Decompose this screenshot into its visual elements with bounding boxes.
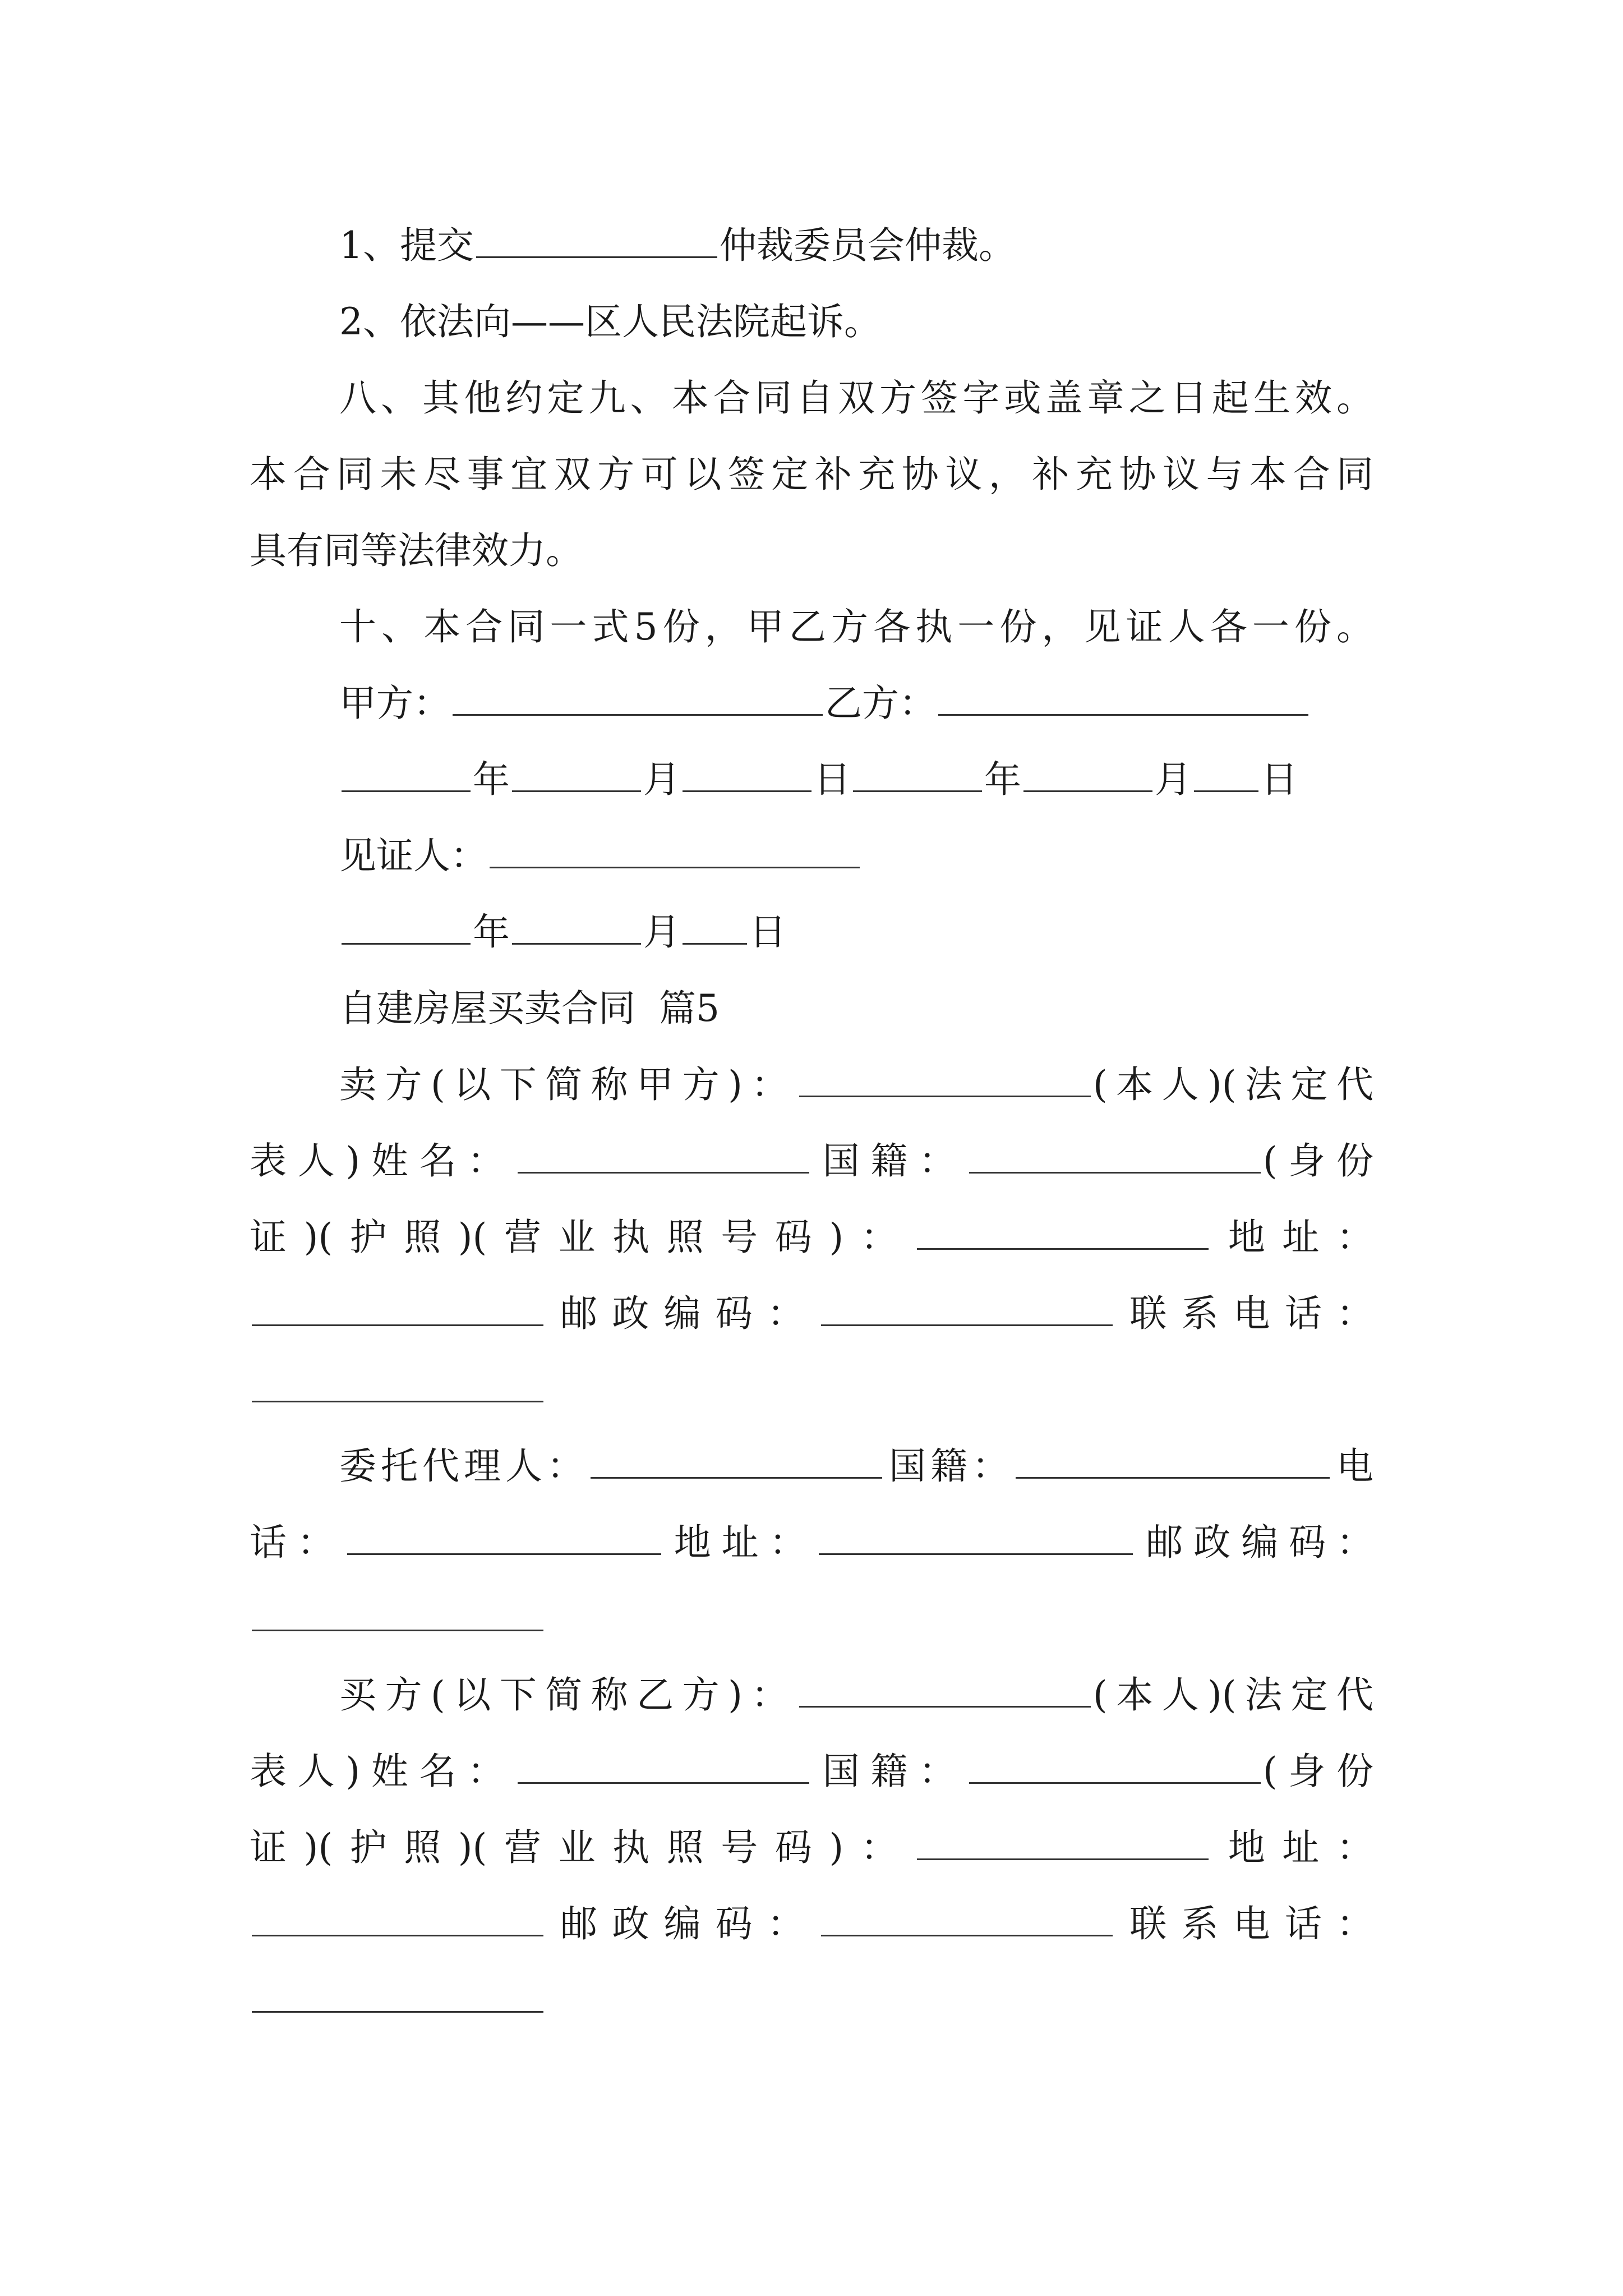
- clause-court: [250, 284, 1373, 360]
- party-b-blank[interactable]: [938, 682, 1308, 716]
- witness-day-blank[interactable]: [683, 910, 747, 945]
- seller-id-number-blank[interactable]: [917, 1216, 1209, 1250]
- agent-line-3: [250, 1581, 1373, 1657]
- buyer-id-number-blank[interactable]: [917, 1826, 1209, 1860]
- agent-postcode-blank[interactable]: [252, 1597, 543, 1631]
- agent-address-blank[interactable]: [819, 1521, 1133, 1555]
- clause-8-line-2: 本合同未尽事宜双方可以签定补充协议，补充协议与本合同: [250, 453, 1373, 496]
- agent-nationality-blank[interactable]: [1016, 1444, 1330, 1479]
- seller-phone-blank[interactable]: [252, 1368, 543, 1402]
- clause-8-line-3: 具有同等法律效力。: [250, 529, 583, 572]
- witness-date: 年 月 日: [250, 894, 1373, 970]
- agent-line-1: 委托代理人： 国籍： 电: [339, 1444, 1373, 1488]
- seller-postcode-blank[interactable]: [821, 1292, 1113, 1326]
- party-b-label: 乙方：: [825, 682, 936, 725]
- buyer-line-1: 买方(以下简称乙方)： (本人)(法定代: [339, 1673, 1374, 1717]
- party-a-day-blank[interactable]: [683, 758, 811, 792]
- seller-line-2: 表人)姓名： 国籍： (身份: [250, 1139, 1374, 1182]
- party-a-year-blank[interactable]: [342, 758, 471, 792]
- clause-arbitration-prefix: 1、提交: [339, 224, 474, 267]
- buyer-address-blank[interactable]: [252, 1902, 543, 1936]
- witness-year-blank[interactable]: [342, 910, 471, 945]
- contract-5-title: 自建房屋买卖合同 篇5: [339, 987, 720, 1030]
- buyer-line-5: [250, 1962, 1373, 2039]
- clause-10: 十、本合同一式5份，甲乙方各执一份，见证人各一份。: [339, 605, 1373, 648]
- party-b-day-blank[interactable]: [1194, 758, 1258, 792]
- arbitration-commission-blank[interactable]: [476, 224, 717, 258]
- witness-blank[interactable]: [490, 834, 860, 868]
- buyer-rep-name-blank[interactable]: [518, 1750, 809, 1784]
- seller-line-4: 邮政编码： 联系电话：: [250, 1276, 1373, 1352]
- buyer-line-3: 证)(护照)(营业执照号码)： 地址：: [250, 1826, 1373, 1869]
- witness-month-blank[interactable]: [512, 910, 641, 945]
- seller-name-blank[interactable]: [799, 1063, 1091, 1097]
- seller-line-1: 卖方(以下简称甲方)： (本人)(法定代: [339, 1063, 1374, 1106]
- agent-phone-blank[interactable]: [347, 1521, 661, 1555]
- party-a-blank[interactable]: [453, 682, 823, 716]
- seller-line-5: [250, 1352, 1373, 1428]
- clause-arbitration: [250, 208, 1373, 284]
- party-a-label: 甲方：: [339, 682, 450, 725]
- agent-name-blank[interactable]: [591, 1444, 882, 1479]
- agent-line-2: 话： 地址： 邮政编码：: [250, 1521, 1374, 1564]
- signature-dates: 年 月 日 年 月 日: [250, 742, 1373, 818]
- witness-label: 见证人：: [339, 834, 487, 877]
- party-b-year-blank[interactable]: [853, 758, 982, 792]
- seller-nationality-blank[interactable]: [969, 1139, 1261, 1174]
- clause-8-line-1: 八、其他约定九、本合同自双方签字或盖章之日起生效。: [339, 376, 1373, 420]
- seller-line-3: 证)(护照)(营业执照号码)： 地址：: [250, 1216, 1373, 1259]
- clause-court-text: 2、依法向——区人民法院起诉。: [339, 300, 881, 343]
- buyer-line-4: 邮政编码： 联系电话：: [250, 1886, 1373, 1962]
- seller-address-blank[interactable]: [252, 1292, 543, 1326]
- clause-arbitration-suffix: 仲裁委员会仲裁。: [720, 224, 1016, 267]
- party-a-month-blank[interactable]: [512, 758, 641, 792]
- buyer-postcode-blank[interactable]: [821, 1902, 1113, 1936]
- buyer-line-2: 表人)姓名： 国籍： (身份: [250, 1750, 1374, 1793]
- buyer-name-blank[interactable]: [799, 1673, 1091, 1708]
- buyer-nationality-blank[interactable]: [969, 1750, 1261, 1784]
- seller-rep-name-blank[interactable]: [518, 1139, 809, 1174]
- party-b-month-blank[interactable]: [1023, 758, 1152, 792]
- buyer-phone-blank[interactable]: [252, 1978, 543, 2013]
- signature-parties: [250, 665, 1373, 742]
- signature-witness: [250, 818, 1373, 894]
